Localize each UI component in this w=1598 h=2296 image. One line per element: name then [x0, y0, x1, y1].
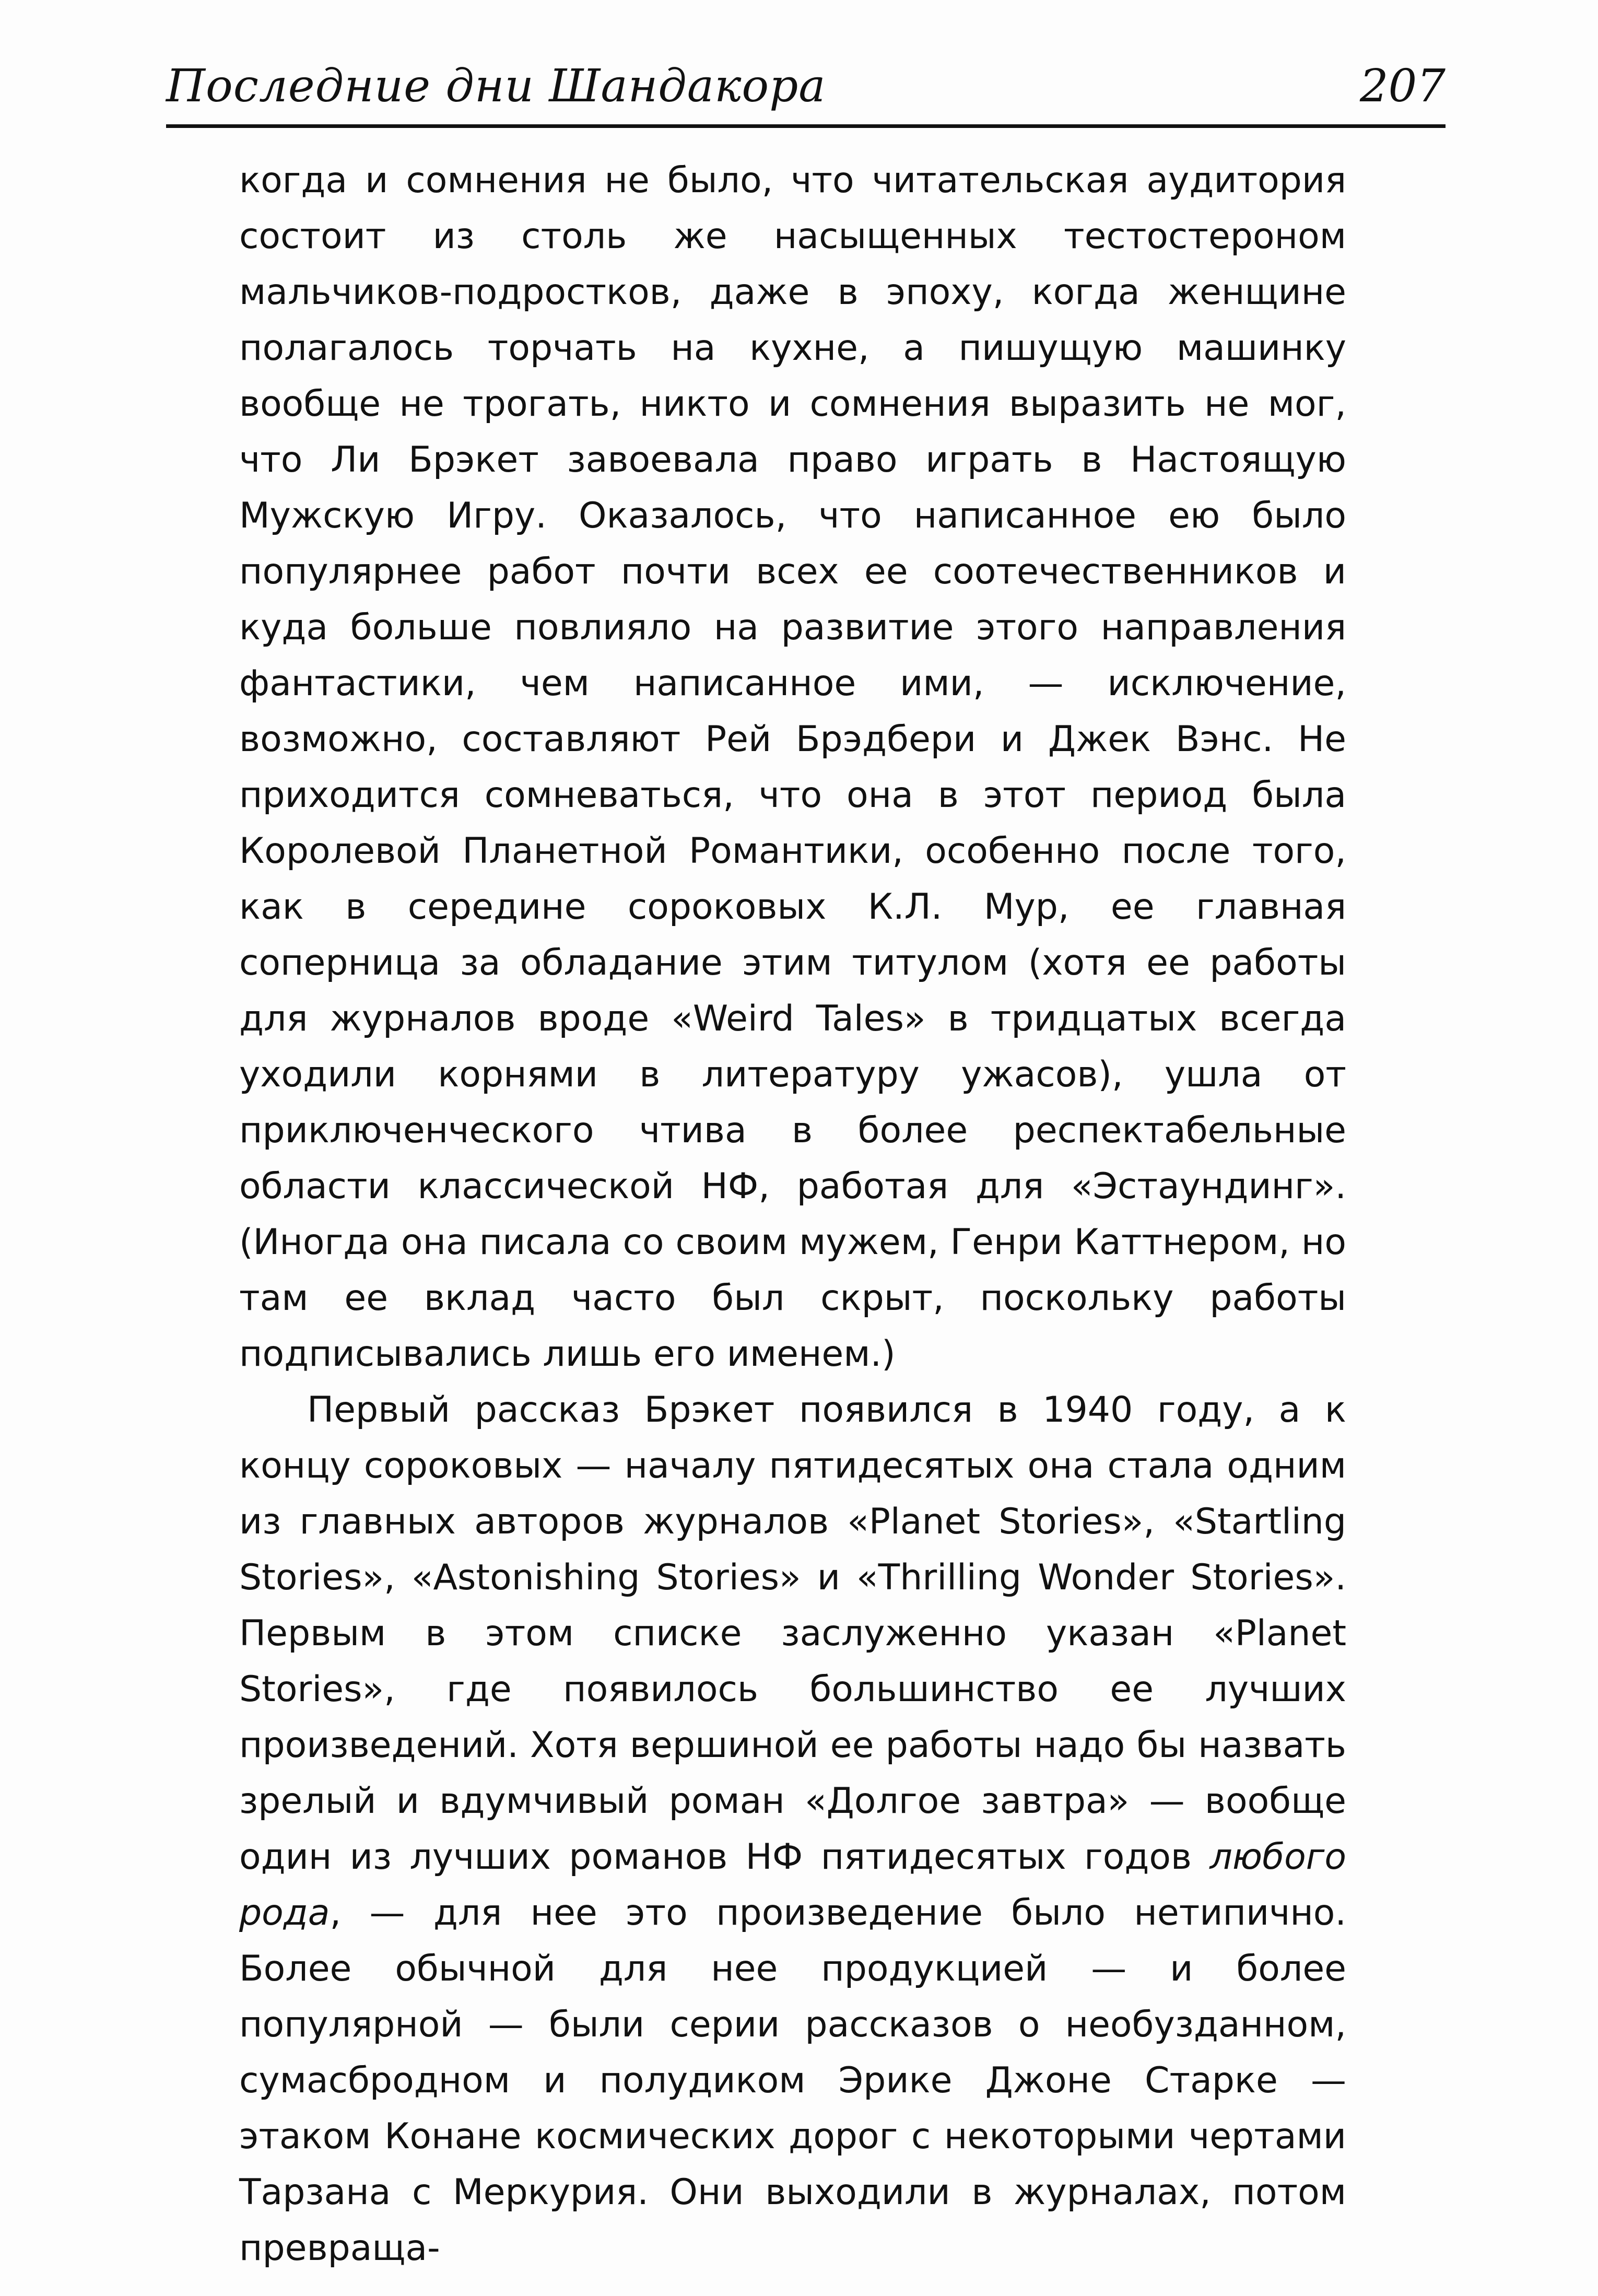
paragraph-2-italic-phrase: любого рода: [239, 1836, 1346, 1934]
running-title: Последние дни Шандакора: [166, 60, 826, 112]
page-header: [166, 52, 1446, 125]
paragraph-2: [239, 1382, 1346, 2276]
paragraph-2-text-start: Первый рассказ Брэкет появился в 1940 году, а к концу сороковых — началу пятидесятых она стала одним из главных авторов журналов «Planet Stories», «Startling Stories», «Astonishing Stories» и «Thrilling Wonder Stories». Первым в этом списке заслуженно указан «Planet Stories», где появилось большинство ее лучших произведений. Хотя вершиной ее работы надо бы назвать зрелый и вдумчивый роман «Долгое завтра» — вообще один из лучших романов НФ пятидесятых годов: [239, 1389, 1346, 1878]
body-text: [239, 153, 1346, 2276]
paragraph-2-text-end: , — для нее это произведение было нетипично. Более обычной для нее продукцией — и более популярной — были серии рассказов о необузданном, сумасбродном и полудиком Эрике Джоне Старке — этаком Конане космических дорог с некоторыми чертами Тарзана с Меркурия. Они выходили в журналах, потом превраща-: [239, 1892, 1346, 2269]
header-rule: [166, 124, 1446, 128]
paragraph-1: когда и сомнения не было, что читательская аудитория состоит из столь же насыщенных тестостероном мальчиков-подростков, даже в эпоху, когда женщине полагалось торчать на кухне, а пишущую машинку вообще не трогать, никто и сомнения выразить не мог, что Ли Брэкет завоевала право играть в Настоящую Мужскую Игру. Оказалось, что написанное ею было популярнее работ почти всех ее соотечественников и куда больше повлияло на развитие этого направления фантастики, чем написанное ими, — исключение, возможно, составляют Рей Брэдбери и Джек Вэнс. Не приходится сомневаться, что она в этот период была Королевой Планетной Романтики, особенно после того, как в середине сороковых К.Л. Мур, ее главная соперница за обладание этим титулом (хотя ее работы для журналов вроде «Weird Tales» в тридцатых всегда уходили корнями в литературу ужасов), ушла от приключенческого чтива в более респектабельные области классической НФ, работая для «Эстаундинг». (Иногда она писала со своим мужем, Генри Каттнером, но там ее вклад часто был скрыт, поскольку работы подписывались лишь его именем.): [239, 160, 1346, 1375]
page-number: 207: [1359, 60, 1446, 112]
